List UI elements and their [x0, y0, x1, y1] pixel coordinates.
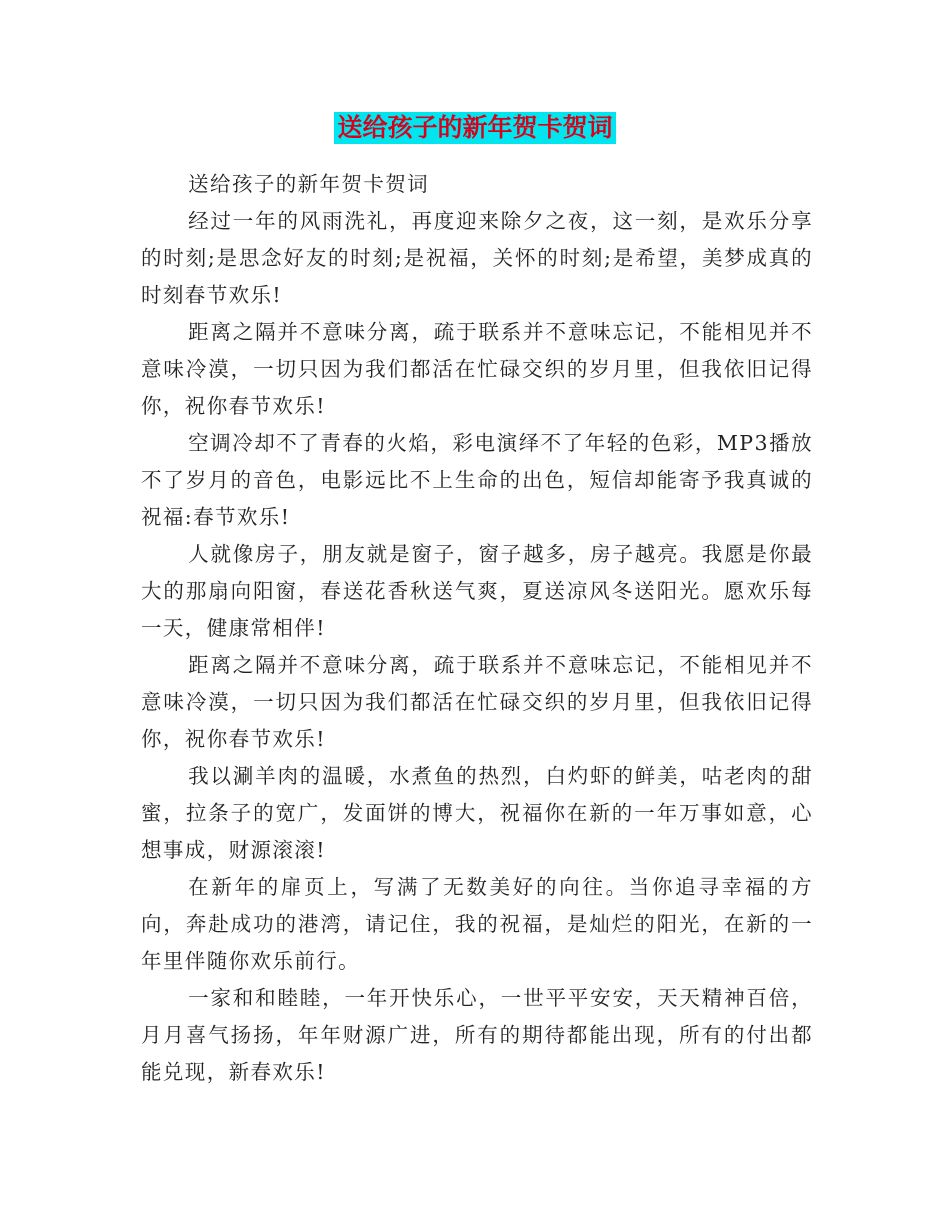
paragraph: 送给孩子的新年贺卡贺词	[188, 172, 430, 196]
paragraph: 经过一年的风雨洗礼，再度迎来除夕之夜，这一刻，是欢乐分享的时刻;是思念好友的时刻;是祝福，关怀的时刻;是希望，美梦成真的时刻春节欢乐!	[141, 209, 813, 307]
paragraph: 我以涮羊肉的温暖，水煮鱼的热烈，白灼虾的鲜美，咕老肉的甜蜜，拉条子的宽广，发面饼的博大，祝福你在新的一年万事如意，心想事成，财源滚滚!	[141, 764, 813, 862]
paragraph: 在新年的扉页上，写满了无数美好的向往。当你追寻幸福的方向，奔赴成功的港湾，请记住，我的祝福，是灿烂的阳光，在新的一年里伴随你欢乐前行。	[141, 875, 813, 973]
paragraph: 人就像房子，朋友就是窗子，窗子越多，房子越亮。我愿是你最大的那扇向阳窗，春送花香秋送气爽，夏送凉风冬送阳光。愿欢乐每一天，健康常相伴!	[141, 542, 813, 640]
document-body	[141, 166, 813, 1091]
paragraph: 距离之隔并不意味分离，疏于联系并不意味忘记，不能相见并不意味冷漠，一切只因为我们都活在忙碌交织的岁月里，但我依旧记得你，祝你春节欢乐!	[141, 653, 813, 751]
paragraph: 一家和和睦睦，一年开快乐心，一世平平安安，天天精神百倍，月月喜气扬扬，年年财源广进，所有的期待都能出现，所有的付出都能兑现，新春欢乐!	[141, 986, 813, 1084]
paragraph: 距离之隔并不意味分离，疏于联系并不意味忘记，不能相见并不意味冷漠，一切只因为我们都活在忙碌交织的岁月里，但我依旧记得你，祝你春节欢乐!	[141, 320, 813, 418]
paragraph: 空调冷却不了青春的火焰，彩电演绎不了年轻的色彩，MP3播放不了岁月的音色，电影远比不上生命的出色，短信却能寄予我真诚的祝福:春节欢乐!	[141, 431, 813, 529]
document-title: 送给孩子的新年贺卡贺词	[334, 112, 615, 144]
title-container	[0, 112, 950, 144]
